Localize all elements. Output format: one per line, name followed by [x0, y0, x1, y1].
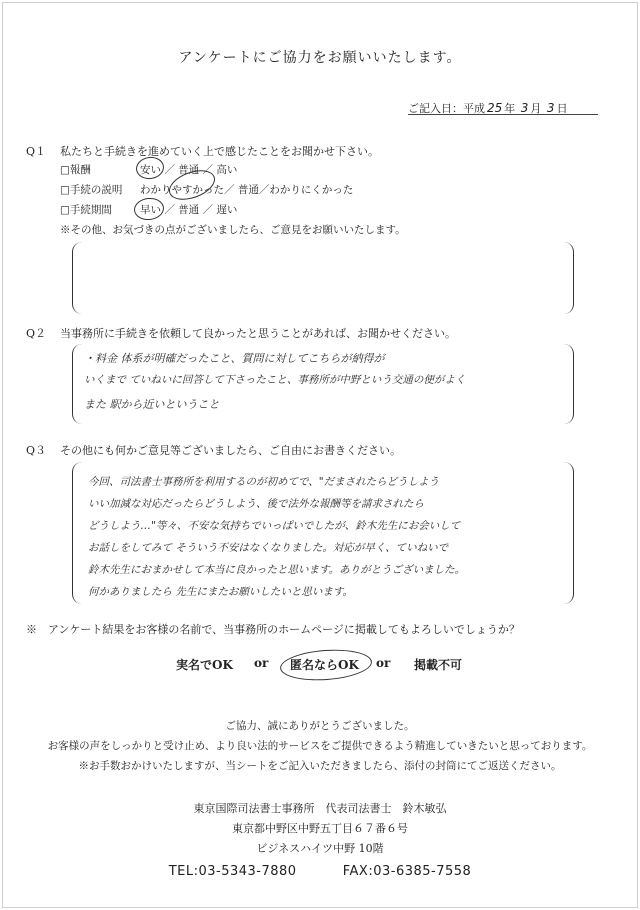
- commitment-text: お客様の声をしっかりと受け止め、より良い法的サービスをご提供できるよう精進していきたいと思っております。: [47, 740, 593, 752]
- publish-option-anonymous[interactable]: 匿名ならOK: [290, 658, 359, 672]
- q1-row-label: □手続期間: [60, 204, 112, 216]
- date-label: ご記入日：平成: [408, 102, 485, 115]
- office-phones: [0, 860, 640, 879]
- q3-answer-line: お話しをしてみて そういう不安はなくなりました。対応が早く、ていねいで: [88, 542, 449, 554]
- date-month-unit: 月: [530, 102, 542, 115]
- q1-selected-option: 安い: [140, 164, 161, 176]
- q1-selected-option: わかりやすかった: [140, 184, 224, 196]
- q3-answer-line: どうしよう…"等々、不安な気持ちでいっぱいでしたが、鈴木先生にお会いして: [88, 520, 461, 532]
- office-fax: FAX:03-6385-7558: [342, 864, 472, 879]
- office-name: 東京国際司法書士事務所 代表司法書士 鈴木敏弘: [193, 802, 447, 815]
- office-address: 東京都中野区中野五丁目６７番６号: [232, 822, 408, 835]
- date-day-unit: 日: [556, 102, 568, 115]
- date-underline: [408, 114, 598, 115]
- q3-question: その他にも何かご意見等ございましたら、ご自由にお書きください。: [60, 444, 401, 457]
- q1-note: ※その他、お気づきの点がございましたら、ご意見をお願いいたします。: [60, 224, 406, 236]
- office-tel: TEL:03-5343-7880: [168, 864, 297, 879]
- page-title: アンケートにご協力をお願いいたします。: [178, 50, 462, 66]
- q2-answer-line: また 駅から近いということ: [84, 398, 220, 411]
- date-year: 25: [487, 101, 503, 115]
- q1-row-label: □手続の説明: [60, 184, 123, 196]
- office-building: ビジネスハイツ中野 10階: [256, 842, 384, 855]
- publish-question: ※ アンケート結果をお客様の名前で、当事務所のホームページに掲載してもよろしいでしょうか？: [26, 623, 520, 636]
- q1-selected-option: 早い: [140, 204, 161, 216]
- q1-question: 私たちと手続きを進めていく上で感じたことをお聞かせ下さい。: [60, 145, 379, 158]
- q3-answer-line: 鈴木先生におまかせして本当に良かったと思います。ありがとうございました。: [88, 564, 466, 576]
- date-month: 3: [520, 101, 529, 115]
- q3-number: Q３: [26, 444, 47, 457]
- return-instructions: ※お手数おかけいたしますが、当シートをご記入いただきましたら、添付の封筒にてご返送ください。: [78, 760, 562, 772]
- date-year-unit: 年: [504, 102, 516, 115]
- q2-answer-line: ・料金 体系が明確だったこと、質問に対してこちらが納得が: [84, 352, 385, 365]
- thanks-text: ご協力、誠にありがとうございました。: [225, 720, 415, 732]
- q1-number: Q１: [26, 145, 47, 158]
- q1-other-options: ／ 普通／わかりにくかった: [224, 184, 354, 196]
- q3-answer-line: 何かありましたら 先生にまたお願いしたいと思います。: [88, 586, 353, 598]
- q3-answer-line: いい加減な対応だったらどうしよう、後で法外な報酬等を請求されたら: [88, 498, 424, 510]
- q1-other-options: ／ 普通 ／ 遅い: [164, 204, 238, 216]
- q1-answer-box[interactable]: [72, 242, 574, 314]
- publish-option-real-name[interactable]: 実名でOK: [176, 658, 233, 672]
- date-day: 3: [546, 101, 555, 115]
- q3-answer-line: 今回、司法書士事務所を利用するのが初めてで、"だまされたらどうしよう: [88, 476, 440, 488]
- publish-or: or: [254, 656, 269, 670]
- publish-or: or: [376, 656, 391, 670]
- q1-other-options: ／ 普通 ／ 高い: [164, 164, 238, 176]
- q2-number: Q２: [26, 327, 47, 340]
- q1-row-label: □報酬: [60, 164, 91, 176]
- q2-question: 当事務所に手続きを依頼して良かったと思うことがあれば、お聞かせください。: [60, 327, 456, 340]
- publish-option-decline[interactable]: 掲載不可: [414, 658, 463, 672]
- q2-answer-line: いくまで ていねいに回答して下さったこと、事務所が中野という交通の便がよく: [84, 374, 466, 386]
